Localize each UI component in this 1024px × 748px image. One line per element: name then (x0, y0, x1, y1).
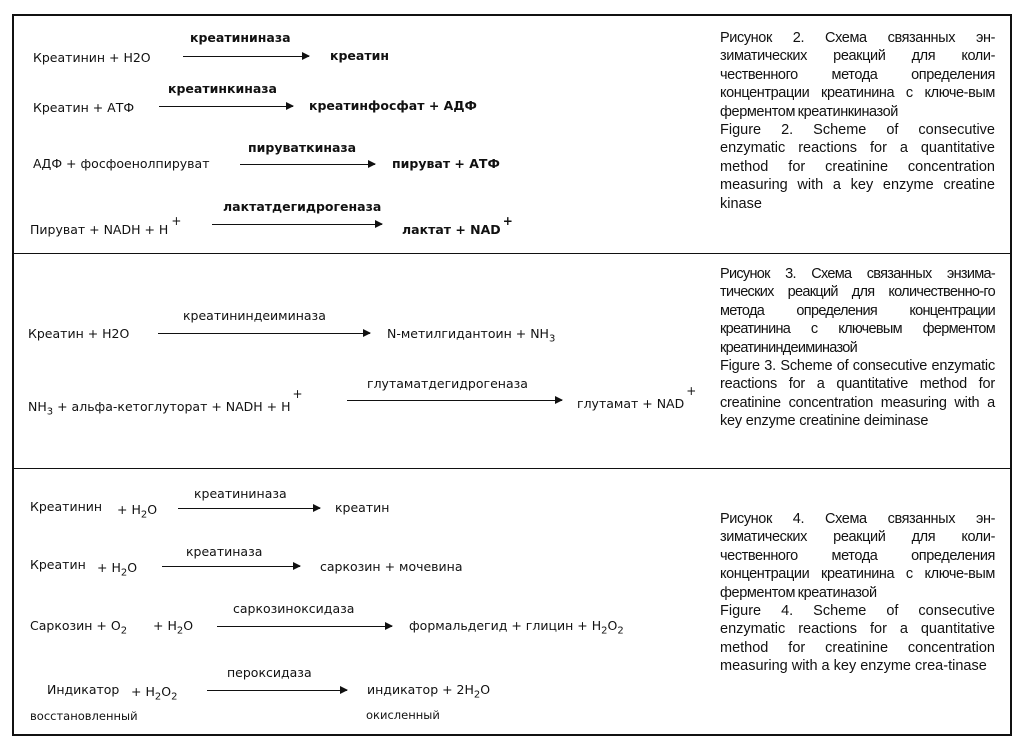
enzyme-label: глутаматдегидрогеназа (367, 376, 528, 391)
reaction-lhs: Креатинин (30, 499, 103, 514)
reaction-arrow (212, 224, 382, 225)
reaction-lhs: Саркозин + $O_2$ (30, 618, 128, 637)
caption-en: Figure 3. Scheme of consecutive enzymatic reactions for a quantitative method for creatinine concentration measuring with a key enzyme creatinine deiminase (720, 358, 995, 430)
reaction-rhs: саркозин + мочевина (320, 559, 463, 574)
reaction-rhs: N-метилгидантоин + $NH_3$ (387, 326, 556, 345)
reaction-lhs: + $H_2O_2$ (131, 684, 178, 703)
enzyme-label: лактатдегидрогеназа (223, 199, 382, 214)
reaction-lhs: + $H_2O$ (153, 618, 194, 637)
enzyme-label: пероксидаза (227, 665, 312, 680)
reaction-arrow (162, 566, 300, 567)
caption-en: Figure 2. Scheme of consecutive enzymatic reactions for a quantitative method for creatinine concentration measuring with a key enzyme creatine kinase (720, 122, 995, 212)
reaction-lhs: Креатинин + H2O (33, 50, 151, 65)
reaction-rhs: глутамат + NAD+ (577, 384, 697, 412)
caption-ru: Рисунок 3. Схема связанных энзима-тических реакций для количественно-го метода определения концентрации креатинина с ключевым ферментом креатининдеиминазой (720, 266, 995, 356)
reaction-rhs: формальдегид + глицин + $H_2O_2$ (409, 618, 624, 637)
reaction-arrow (347, 400, 562, 401)
figure3-caption (720, 265, 995, 431)
section-divider (12, 253, 1012, 254)
reaction-note: восстановленный (30, 709, 138, 723)
caption-ru: Рисунок 4. Схема связанных эн-зиматических реакций для коли-чественного метода определения концентрации креатинина с ключе-вым ферментом креатиназой (720, 511, 995, 601)
figure4-caption (720, 510, 995, 676)
reaction-lhs: Пируват + NADH + H+ (30, 214, 182, 238)
enzyme-label: креатинкиназа (168, 81, 277, 96)
reaction-arrow (183, 56, 309, 57)
enzyme-label: саркозиноксидаза (233, 601, 355, 616)
enzyme-label: пируваткиназа (248, 140, 357, 155)
reaction-lhs: Креатин (30, 557, 86, 572)
enzyme-label: креатиназа (186, 544, 263, 559)
caption-ru: Рисунок 2. Схема связанных эн-зиматических реакций для коли-чественного метода определения концентрации креатинина с ключе-вым ферментом креатинкиназой (720, 30, 995, 120)
reaction-note: окисленный (366, 708, 440, 722)
enzyme-label: креатининдеиминаза (183, 308, 326, 323)
reaction-rhs: креатин (335, 500, 390, 515)
reaction-arrow (207, 690, 347, 691)
reaction-rhs: лактат + NAD+ (402, 214, 513, 238)
reaction-rhs: индикатор + $2H_2O$ (367, 682, 491, 701)
reaction-lhs: $NH_3$ + альфа-кетоглуторат + NADH + H+ (28, 387, 303, 418)
reaction-rhs: креатин (330, 48, 389, 63)
caption-en: Figure 4. Scheme of consecutive enzymatic reactions for a quantitative method for creatinine concentration measuring with a key enzyme crea-tinase (720, 603, 995, 675)
reaction-arrow (217, 626, 392, 627)
reaction-arrow (159, 106, 293, 107)
enzyme-label: креатининаза (190, 30, 291, 45)
reaction-arrow (158, 333, 370, 334)
reaction-lhs: АДФ + фосфоенолпируват (33, 156, 210, 171)
enzyme-label: креатининаза (194, 486, 287, 501)
reaction-arrow (240, 164, 375, 165)
reaction-lhs: + $H_2O$ (97, 560, 138, 579)
reaction-rhs: креатинфосфат + АДФ (309, 98, 477, 113)
figure2-caption (720, 29, 995, 213)
reaction-rhs: пируват + АТФ (392, 156, 500, 171)
reaction-lhs: Индикатор (47, 682, 120, 697)
reaction-lhs: + $H_2O$ (117, 502, 158, 521)
section-divider (12, 468, 1012, 469)
reaction-lhs: Креатин + H2O (28, 326, 130, 341)
reaction-arrow (178, 508, 320, 509)
reaction-lhs: Креатин + АТФ (33, 100, 135, 115)
